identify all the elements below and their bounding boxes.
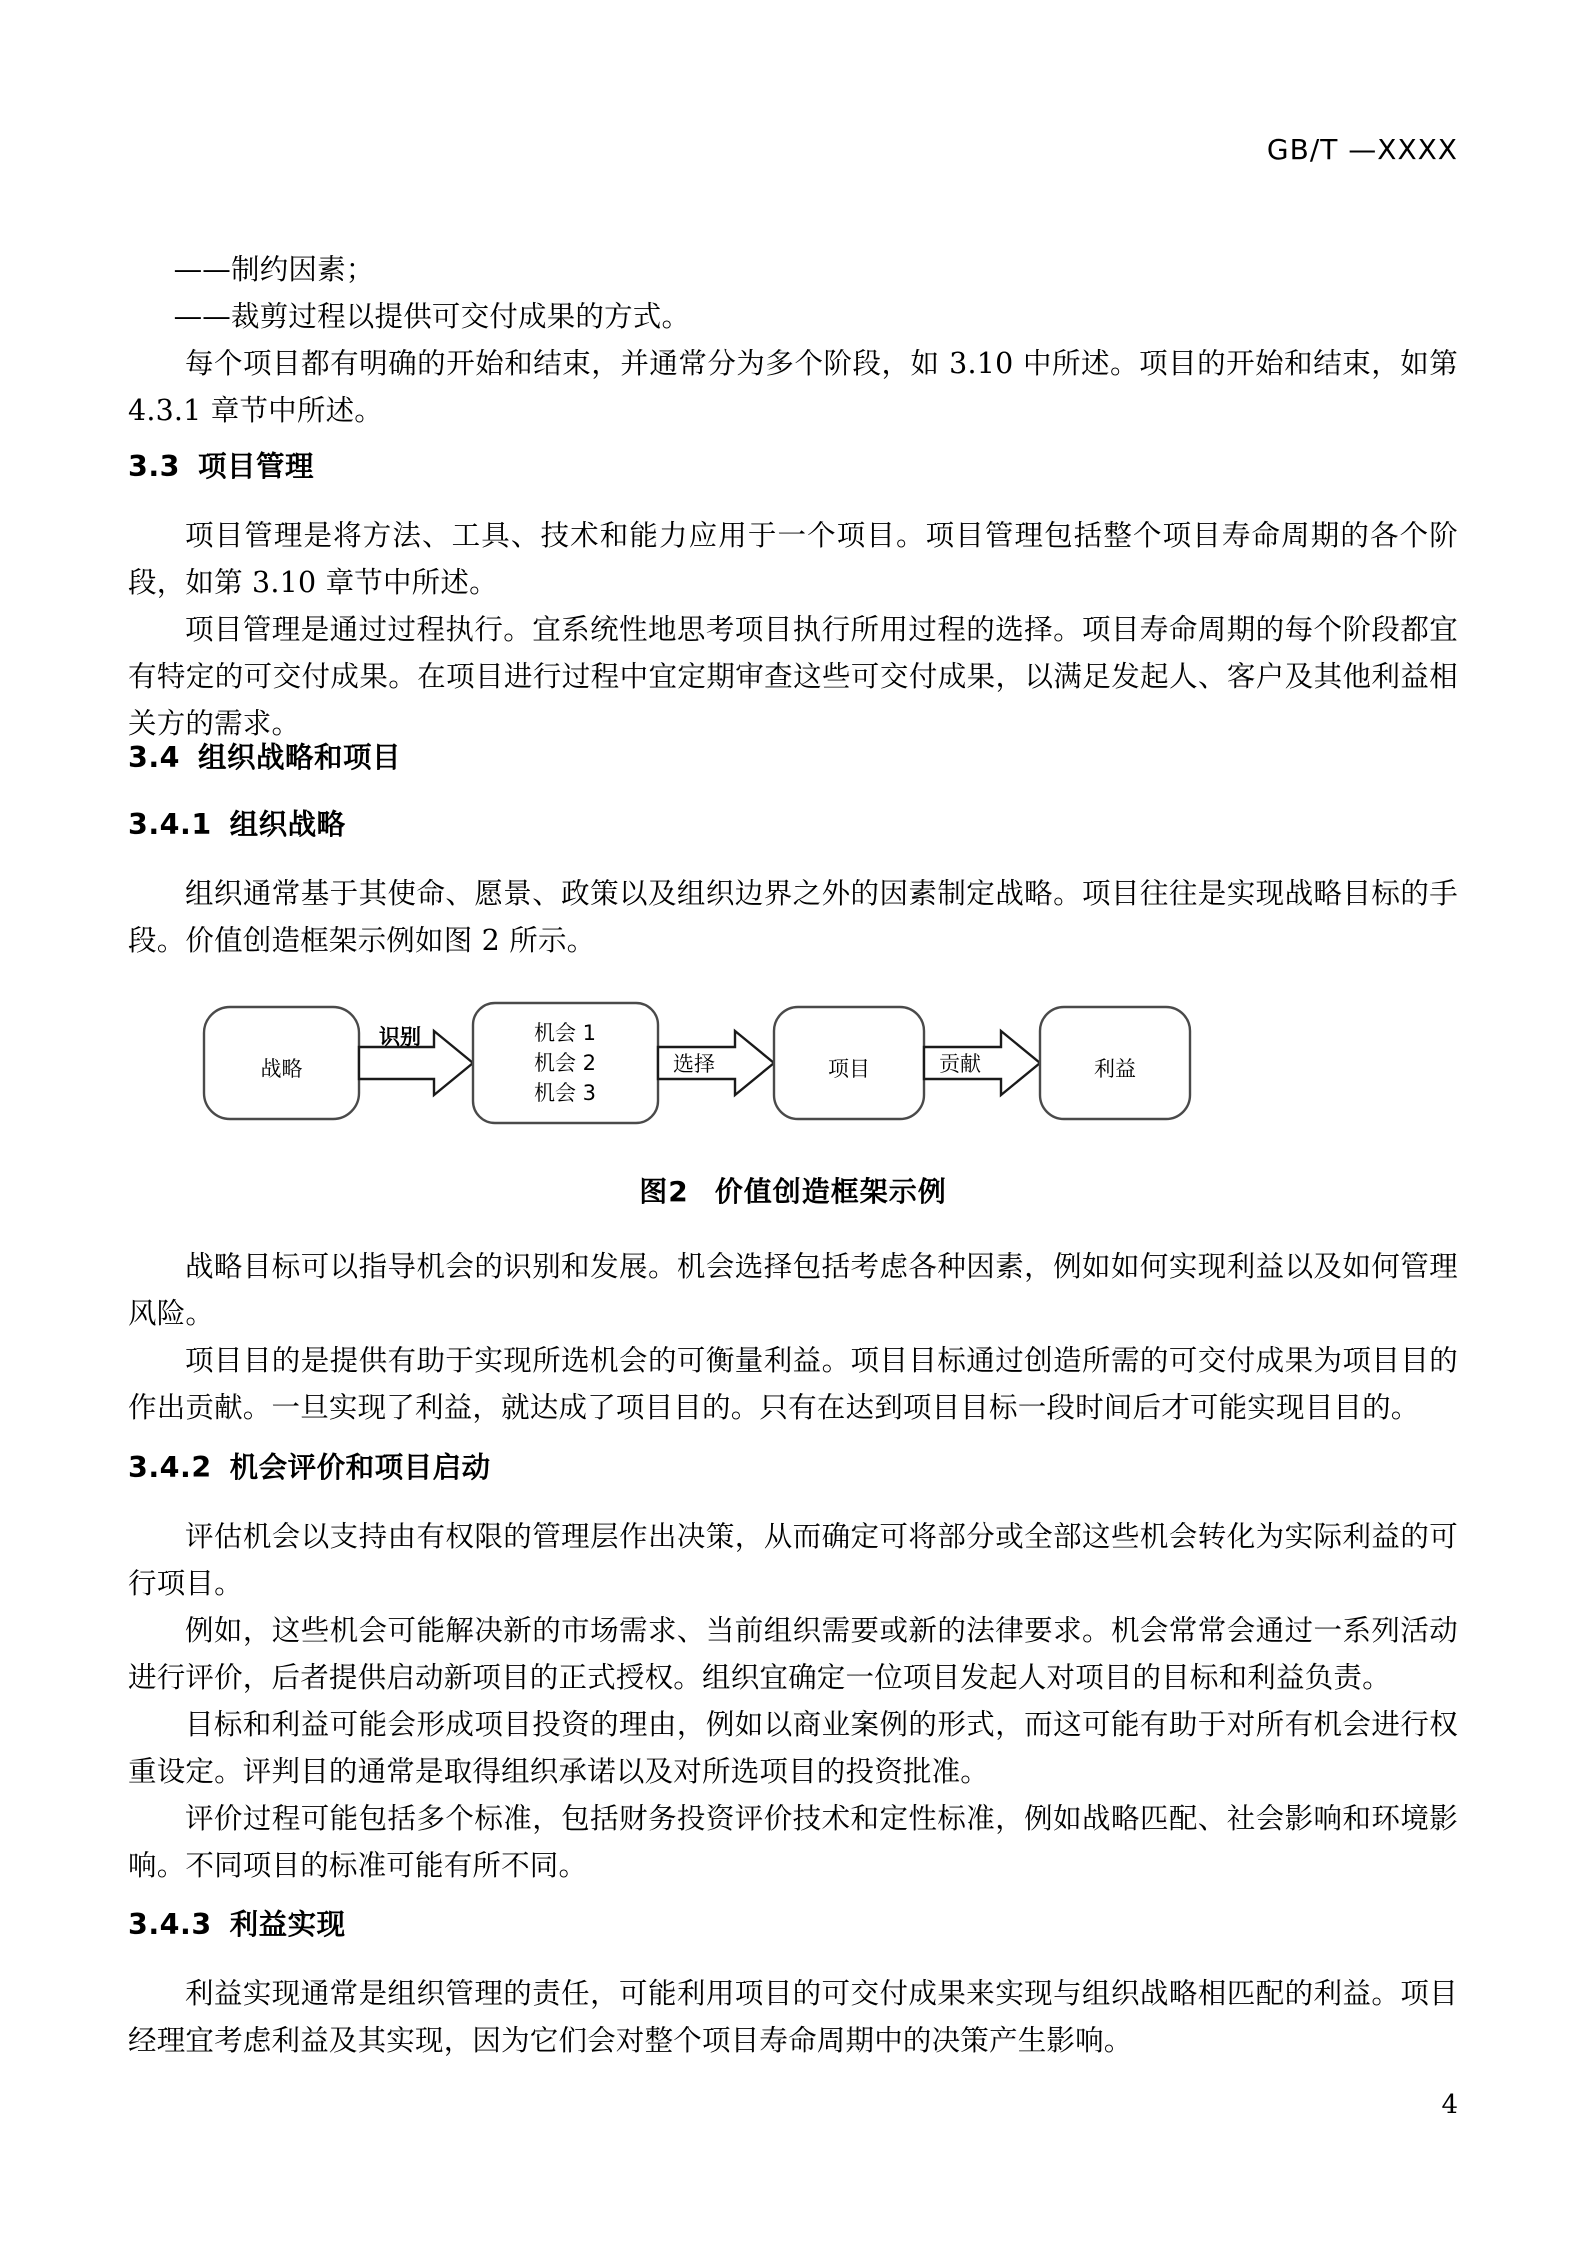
figure-arrow-label: 识别: [379, 1025, 421, 1049]
heading-3-4-1: [128, 805, 1458, 845]
figure-node-label-line: 机会 2: [533, 1051, 597, 1075]
paragraph-text: 评价过程可能包括多个标准，包括财务投资评价技术和定性标准，例如战略匹配、社会影响和环境影响。不同项目的标准可能有所不同。: [128, 1802, 1458, 1882]
page-content: [128, 0, 1458, 2244]
paragraph-text: 评估机会以支持由有权限的管理层作出决策，从而确定可将部分或全部这些机会转化为实际利益的可行项目。: [128, 1520, 1458, 1600]
heading-number: 3.4.1: [128, 808, 212, 841]
paragraph-text: 每个项目都有明确的开始和结束，并通常分为多个阶段，如 3.10 中所述。项目的开始和结束，如第 4.3.1 章节中所述。: [128, 347, 1458, 427]
paragraph-text: 项目目的是提供有助于实现所选机会的可衡量利益。项目目标通过创造所需的可交付成果为项目目的作出贡献。一旦实现了利益，就达成了项目目的。只有在达到项目目标一段时间后才可能实现目目的。: [128, 1344, 1458, 1424]
dash-list: [128, 246, 1458, 340]
paragraph-intro: [128, 340, 1458, 434]
paragraph-text: 战略目标可以指导机会的识别和发展。机会选择包括考虑各种因素，例如如何实现利益以及如何管理风险。: [128, 1250, 1458, 1330]
heading-title: 项目管理: [198, 450, 315, 483]
paragraph-3-4-3: [128, 1970, 1458, 2064]
paragraph-text: 利益实现通常是组织管理的责任，可能利用项目的可交付成果来实现与组织战略相匹配的利益。项目经理宜考虑利益及其实现，因为它们会对整个项目寿命周期中的决策产生影响。: [128, 1977, 1458, 2057]
figure-node-label: 战略: [260, 1057, 303, 1081]
heading-title: 组织战略和项目: [198, 741, 402, 774]
paragraph-3-4-2-4: [128, 1795, 1458, 1889]
figure-caption-title: 价值创造框架示例: [714, 1175, 947, 1208]
figure-2-value-creation-framework: [128, 985, 1458, 1145]
paragraph-3-3-1: [128, 512, 1458, 606]
heading-number: 3.4.3: [128, 1908, 212, 1941]
paragraph-text: 例如，这些机会可能解决新的市场需求、当前组织需要或新的法律要求。机会常常会通过一系列活动进行评价，后者提供启动新项目的正式授权。组织宜确定一位项目发起人对项目的目标和利益负责。: [128, 1614, 1458, 1694]
heading-number: 3.4.2: [128, 1451, 212, 1484]
paragraph-after-figure-1: [128, 1243, 1458, 1337]
heading-number: 3.3: [128, 450, 180, 483]
paragraph-after-figure-2: [128, 1337, 1458, 1431]
figure-node-project: [774, 1007, 924, 1119]
heading-3-4-2: [128, 1448, 1458, 1488]
figure-arrow-label: 选择: [673, 1052, 715, 1076]
paragraph-3-3-2: [128, 606, 1458, 747]
figure-node-label: 项目: [828, 1057, 870, 1081]
figure-2-caption: [128, 1170, 1458, 1210]
figure-caption-label: 图2: [639, 1175, 689, 1208]
paragraph-text: 目标和利益可能会形成项目投资的理由，例如以商业案例的形式，而这可能有助于对所有机会进行权重设定。评判目的通常是取得组织承诺以及对所选项目的投资批准。: [128, 1708, 1458, 1788]
paragraph-3-4-2-2: [128, 1607, 1458, 1701]
figure-arrow-identify: [359, 1025, 473, 1095]
figure-arrow-select: [658, 1031, 774, 1095]
paragraph-3-4-1: [128, 870, 1458, 964]
figure-node-label-line: 机会 1: [533, 1021, 597, 1045]
heading-3-4-3: [128, 1905, 1458, 1945]
figure-arrow-label: 贡献: [939, 1052, 981, 1076]
figure-node-strategy: [204, 1007, 359, 1119]
dash-item: ——裁剪过程以提供可交付成果的方式。: [173, 300, 691, 333]
paragraph-text: 项目管理是通过过程执行。宜系统性地思考项目执行所用过程的选择。项目寿命周期的每个阶段都宜有特定的可交付成果。在项目进行过程中宜定期审查这些可交付成果，以满足发起人、客户及其他利益相关方的需求。: [128, 613, 1458, 740]
figure-node-benefit: [1040, 1007, 1190, 1119]
paragraph-text: 项目管理是将方法、工具、技术和能力应用于一个项目。项目管理包括整个项目寿命周期的各个阶段，如第 3.10 章节中所述。: [128, 519, 1458, 599]
heading-number: 3.4: [128, 741, 180, 774]
figure-2-svg: [128, 985, 1458, 1145]
heading-3-3: [128, 447, 1458, 487]
paragraph-3-4-2-3: [128, 1701, 1458, 1795]
figure-node-label-line: 机会 3: [533, 1081, 597, 1105]
paragraph-text: 组织通常基于其使命、愿景、政策以及组织边界之外的因素制定战略。项目往往是实现战略目标的手段。价值创造框架示例如图 2 所示。: [128, 877, 1458, 957]
dash-item: ——制约因素；: [173, 253, 375, 286]
heading-title: 机会评价和项目启动: [229, 1451, 491, 1484]
figure-node-opportunities: [473, 1003, 658, 1123]
heading-3-4: [128, 738, 1458, 778]
page-number: 4: [1441, 2090, 1458, 2120]
running-header-standard-code: GB/T —XXXX: [1266, 133, 1458, 166]
heading-title: 组织战略: [229, 808, 346, 841]
heading-title: 利益实现: [229, 1908, 346, 1941]
figure-arrow-contribute: [924, 1031, 1040, 1095]
figure-node-label: 利益: [1094, 1057, 1136, 1081]
paragraph-3-4-2-1: [128, 1513, 1458, 1607]
